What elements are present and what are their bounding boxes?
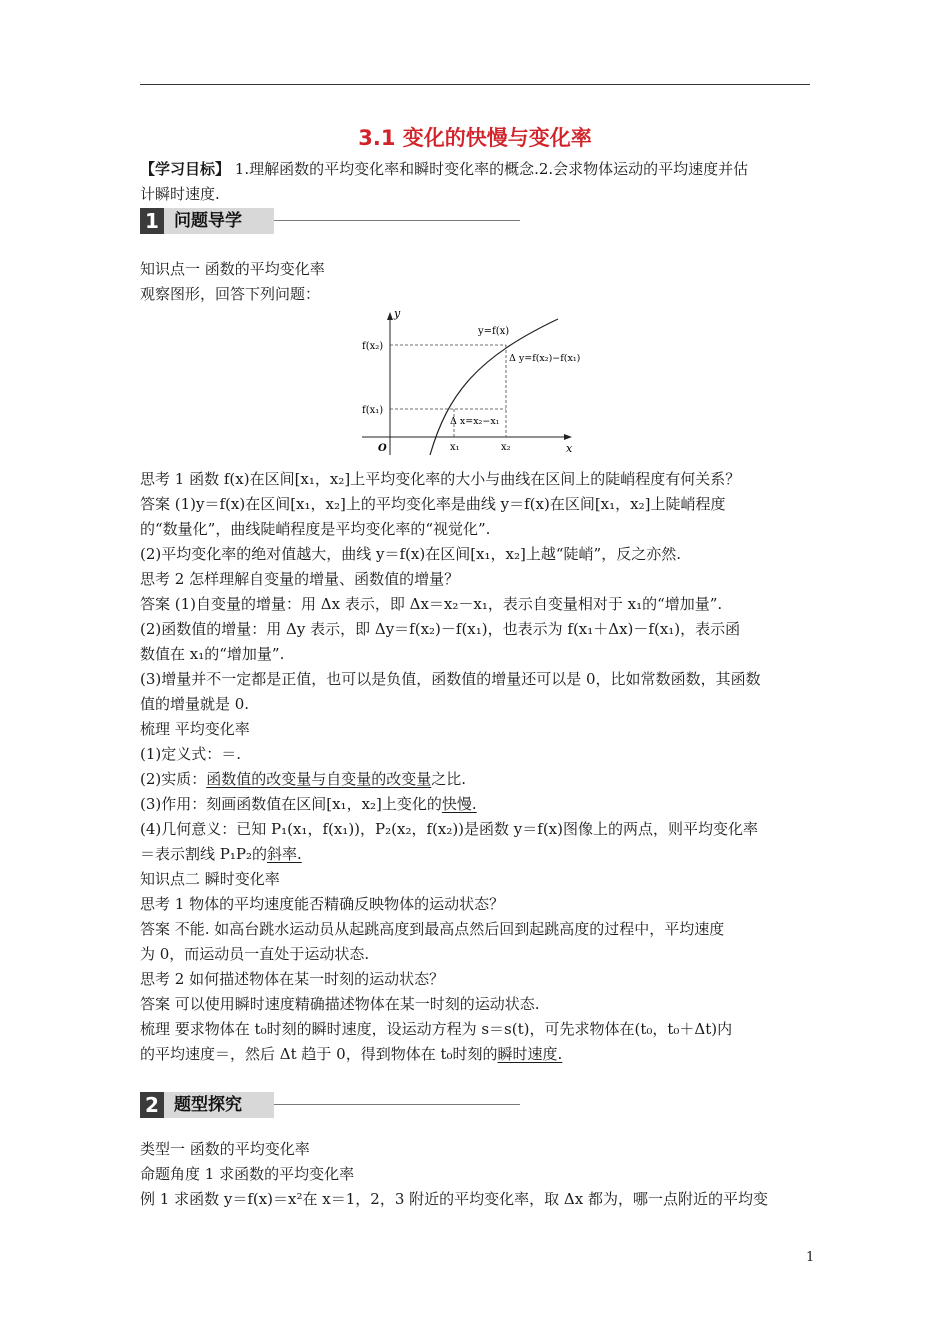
section-rule: [274, 1104, 520, 1105]
text-line: 数值在 x₁的“增加量”.: [140, 645, 285, 663]
page-number: 1: [806, 1250, 815, 1265]
text-line: 为 0，而运动员一直处于运动状态.: [140, 945, 370, 963]
text-line: (1)定义式：＝.: [140, 745, 242, 763]
section-header-1: [140, 208, 520, 234]
text-line: (4)几何意义：已知 P₁(x₁，f(x₁))，P₂(x₂，f(x₂))是函数 y＝f(x)图像上的两点，则平均变化率: [140, 820, 758, 838]
text-line: 观察图形，回答下列问题：: [140, 285, 321, 303]
objectives-label: 【学习目标】: [140, 160, 231, 178]
text-line: 答案 可以使用瞬时速度精确描述物体在某一时刻的运动状态.: [140, 995, 540, 1013]
text-line: (2)平均变化率的绝对值越大，曲线 y＝f(x)在区间[x₁，x₂]上越“陡峭”，反之亦然.: [140, 545, 681, 563]
y-axis-label: y: [394, 307, 401, 320]
text-line: [140, 845, 820, 863]
objectives-text-1: 1.理解函数的平均变化率和瞬时变化率的概念.2.会求物体运动的平均速度并估: [230, 160, 749, 178]
curve-label: y=f(x): [478, 326, 510, 337]
section-title: 问题导学: [174, 211, 242, 231]
section-number-badge: 1: [140, 208, 164, 234]
y-axis-arrow: [387, 312, 393, 320]
fx1-label: f(x₁): [362, 405, 384, 416]
function-graph-figure: [358, 305, 588, 460]
text-line: 答案 (1)自变量的增量：用 Δx 表示，即 Δx＝x₂－x₁，表示自变量相对于 x₁的“增加量”.: [140, 595, 723, 613]
underlined-answer: 斜率.: [266, 845, 302, 863]
text-segment: 的平均速度＝，然后 Δt 趋于 0，得到物体在 t₀时刻的: [140, 1045, 498, 1063]
text-segment: ＝表示割线 P₁P₂的: [140, 845, 267, 863]
underlined-answer: 函数值的改变量与自变量的改变量: [206, 770, 432, 788]
text-line: [140, 795, 820, 813]
underlined-answer: 瞬时速度.: [497, 1045, 563, 1063]
text-line: 答案 (1)y＝f(x)在区间[x₁，x₂]上的平均变化率是曲线 y＝f(x)在区间[x₁，x₂]上陡峭程度: [140, 495, 726, 513]
text-line: [140, 770, 820, 788]
section-title: 题型探究: [174, 1095, 242, 1115]
section-header-2: [140, 1092, 520, 1118]
text-segment: 之比.: [431, 770, 467, 788]
x1-tick-label: x₁: [450, 442, 460, 453]
text-line: 思考 2 怎样理解自变量的增量、函数值的增量？: [140, 570, 460, 588]
text-line: 的“数量化”，曲线陡峭程度是平均变化率的“视觉化”.: [140, 520, 491, 538]
objectives-line-2: 计瞬时速度.: [140, 185, 220, 203]
x2-tick-label: x₂: [501, 442, 511, 453]
section-rule: [274, 220, 520, 221]
function-curve: [430, 319, 558, 455]
text-line: 类型一 函数的平均变化率: [140, 1140, 310, 1158]
text-line: 思考 1 函数 f(x)在区间[x₁，x₂]上平均变化率的大小与曲线在区间上的陡峭程度有何关系？: [140, 470, 741, 488]
text-line: 梳理 要求物体在 t₀时刻的瞬时速度，设运动方程为 s＝s(t)，可先求物体在(t₀，t₀＋Δt)内: [140, 1020, 733, 1038]
text-line: (2)函数值的增量：用 Δy 表示，即 Δy＝f(x₂)－f(x₁)，也表示为 f(x₁＋Δx)－f(x₁)，表示函: [140, 620, 741, 638]
text-line: 知识点一 函数的平均变化率: [140, 260, 325, 278]
objectives-line-1: [140, 160, 820, 178]
text-line: 答案 不能. 如高台跳水运动员从起跳高度到最高点然后回到起跳高度的过程中，平均速度: [140, 920, 725, 938]
text-line: 值的增量就是 0.: [140, 695, 250, 713]
text-segment: (3)作用：刻画函数值在区间[x₁，x₂]上变化的: [140, 795, 442, 813]
text-line: [140, 1045, 820, 1063]
text-line: 知识点二 瞬时变化率: [140, 870, 280, 888]
text-line: 命题角度 1 求函数的平均变化率: [140, 1165, 355, 1183]
text-line: 思考 1 物体的平均速度能否精确反映物体的运动状态？: [140, 895, 505, 913]
section-number-badge: 2: [140, 1092, 164, 1118]
underlined-answer: 快慢.: [441, 795, 477, 813]
text-segment: (2)实质：: [140, 770, 207, 788]
header-rule: [140, 84, 810, 85]
page-title: 3.1 变化的快慢与变化率: [358, 126, 592, 150]
delta-y-label: Δ y=f(x₂)−f(x₁): [509, 353, 581, 364]
text-line: 例 1 求函数 y＝f(x)＝x²在 x＝1，2，3 附近的平均变化率，取 Δx 都为，哪一点附近的平均变: [140, 1190, 768, 1208]
fx2-label: f(x₂): [362, 341, 384, 352]
text-line: 梳理 平均变化率: [140, 720, 250, 738]
x-axis-label: x: [566, 442, 573, 455]
text-line: 思考 2 如何描述物体在某一时刻的运动状态？: [140, 970, 445, 988]
delta-x-label: Δ x=x₂−x₁: [450, 416, 500, 427]
text-line: (3)增量并不一定都是正值，也可以是负值，函数值的增量还可以是 0，比如常数函数，其函数: [140, 670, 761, 688]
x-axis-arrow: [564, 434, 572, 440]
origin-label: O: [378, 443, 387, 454]
